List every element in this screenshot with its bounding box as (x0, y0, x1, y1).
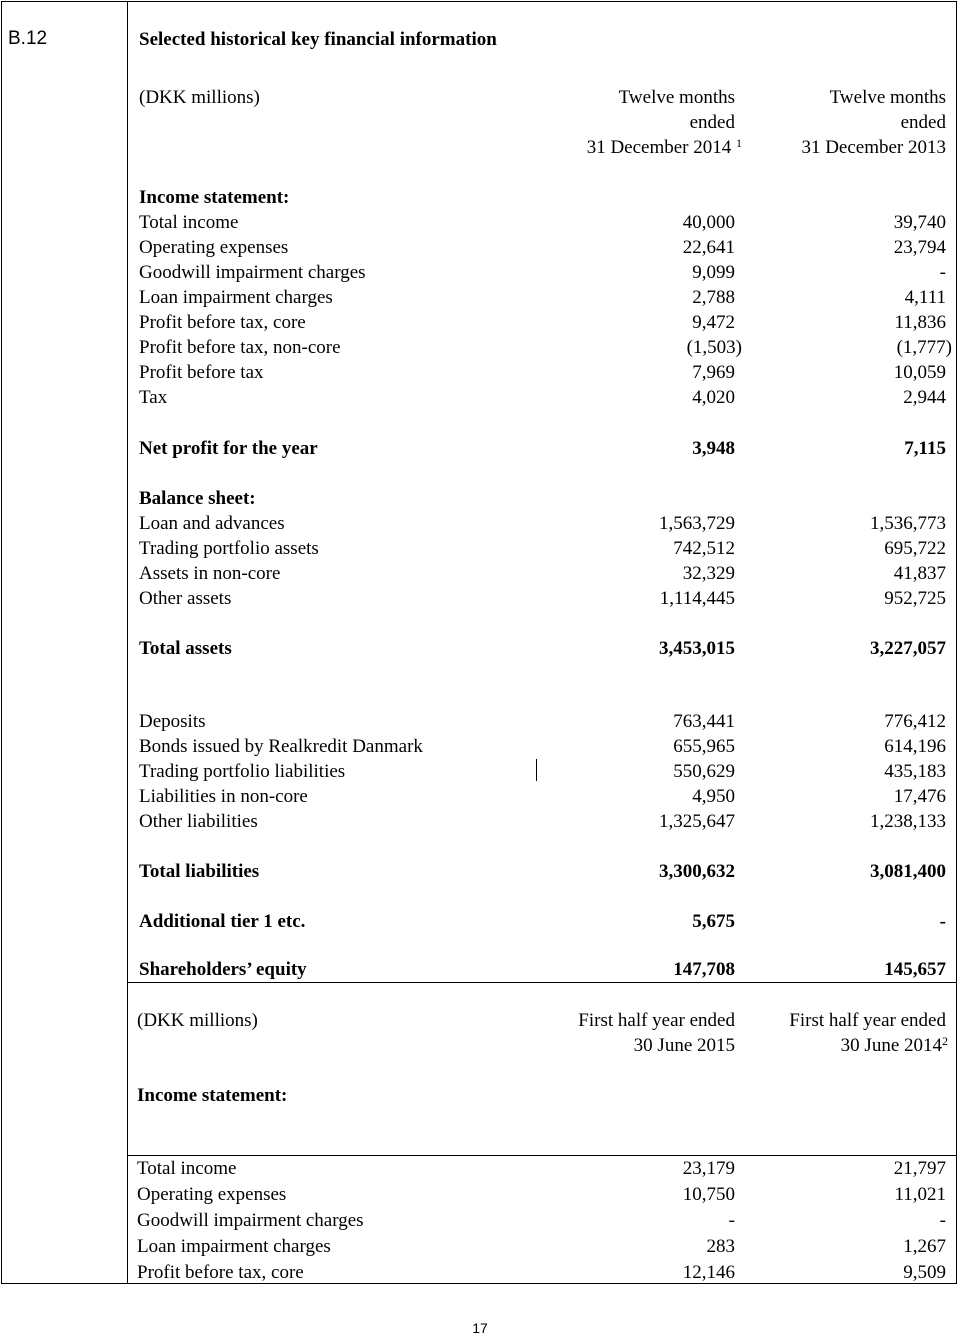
row-value-2013: 1,238,133 (870, 811, 946, 832)
row-label: Profit before tax, core (139, 312, 306, 333)
additional-tier-2013: - (939, 911, 946, 932)
row-value-2014: 7,969 (692, 362, 735, 383)
row-value-2013: 695,722 (884, 538, 946, 559)
row-value-2014: (1,503) (686, 337, 742, 358)
t2-col1-header-line2: 30 June 2015 (633, 1035, 735, 1056)
row-label: Total income (139, 212, 239, 233)
row-value-2014: 22,641 (682, 237, 735, 258)
section-number: B.12 (8, 28, 48, 49)
row-label: Other assets (139, 588, 232, 609)
t2-col1-header-line1: First half year ended (578, 1010, 735, 1031)
row-value-2013: 11,836 (894, 312, 946, 333)
row-value-2014: 763,441 (673, 711, 735, 732)
t2-col2-header-line2: 30 June 2014$^2$ (840, 1034, 948, 1056)
row-value-2013: 39,740 (893, 212, 946, 233)
footnote-marker: 2 (942, 1034, 948, 1048)
page-number: 17 (472, 1320, 488, 1336)
row-label: Profit before tax, core (137, 1262, 304, 1283)
top-border (1, 1, 957, 2)
row-label: Bonds issued by Realkredit Danmark (139, 736, 423, 757)
row-value-2014: 1,114,445 (659, 588, 735, 609)
col1-header-line3: 31 December 2014 $^1$ (586, 136, 742, 158)
row-value-2014: - (939, 1210, 946, 1231)
total-liabilities-2014: 3,300,632 (659, 861, 735, 882)
row-value-2014: 550,629 (673, 761, 735, 782)
row-value-2013: 435,183 (884, 761, 946, 782)
row-value-2015: 23,179 (682, 1158, 735, 1179)
row-label: Operating expenses (137, 1184, 287, 1205)
row-value-2014: 655,965 (673, 736, 735, 757)
row-value-2013: 952,725 (884, 588, 946, 609)
additional-tier-label: Additional tier 1 etc. (139, 911, 306, 932)
row-label: Loan impairment charges (139, 287, 333, 308)
row-value-2013: 2,944 (903, 387, 946, 408)
row-value-2013: - (939, 262, 946, 283)
footnote-marker: 1 (736, 136, 742, 150)
row-label: Goodwill impairment charges (137, 1210, 364, 1231)
row-label: Loan impairment charges (137, 1236, 331, 1257)
row-value-2014: 9,509 (903, 1262, 946, 1283)
col2-header-line1: Twelve months (829, 87, 946, 108)
row-label: Profit before tax (139, 362, 264, 383)
total-assets-2013: 3,227,057 (870, 638, 946, 659)
row-value-2013: 614,196 (884, 736, 946, 757)
row-value-2014: 4,950 (692, 786, 735, 807)
t2-col2-header-line1: First half year ended (789, 1010, 946, 1031)
total-liabilities-label: Total liabilities (139, 861, 260, 882)
row-value-2013: 41,837 (893, 563, 946, 584)
row-label: Goodwill impairment charges (139, 262, 366, 283)
row-label: Trading portfolio assets (139, 538, 319, 559)
row-value-2014: 1,267 (903, 1236, 946, 1257)
row-value-2014: 9,099 (692, 262, 735, 283)
row-label: Total income (137, 1158, 237, 1179)
row-label: Loan and advances (139, 513, 285, 534)
additional-tier-2014: 5,675 (692, 911, 735, 932)
column-divider (127, 1, 128, 1284)
equity-2014: 147,708 (673, 959, 735, 980)
row-value-2013: (1,777) (896, 337, 952, 358)
row-label: Other liabilities (139, 811, 258, 832)
total-assets-label: Total assets (139, 638, 232, 659)
row-label: Operating expenses (139, 237, 289, 258)
row-label: Assets in non-core (139, 563, 281, 584)
net-profit-2014: 3,948 (692, 438, 735, 459)
col2-header-line3: 31 December 2013 (801, 137, 946, 158)
row-value-2013: 17,476 (893, 786, 946, 807)
row-value-2015: 283 (706, 1236, 735, 1257)
row-label: Deposits (139, 711, 206, 732)
row-value-2014: 742,512 (673, 538, 735, 559)
row-value-2015: - (728, 1210, 735, 1231)
row-value-2013: 10,059 (893, 362, 946, 383)
table-separator-2 (127, 1155, 957, 1156)
stray-mark (536, 759, 537, 781)
right-border (956, 1, 957, 1284)
row-value-2013: 23,794 (893, 237, 946, 258)
net-profit-label: Net profit for the year (139, 438, 318, 459)
row-value-2013: 1,536,773 (870, 513, 946, 534)
income-heading: Income statement: (139, 187, 290, 208)
col2-header-line2: ended (900, 112, 946, 133)
row-label: Liabilities in non-core (139, 786, 308, 807)
row-value-2014: 40,000 (682, 212, 735, 233)
total-assets-2014: 3,453,015 (659, 638, 735, 659)
row-value-2013: 4,111 (904, 287, 946, 308)
row-value-2014: 4,020 (692, 387, 735, 408)
net-profit-2013: 7,115 (904, 438, 946, 459)
row-value-2013: 776,412 (884, 711, 946, 732)
row-value-2015: 12,146 (682, 1262, 735, 1283)
row-value-2014: 1,325,647 (659, 811, 735, 832)
row-value-2014: 32,329 (682, 563, 735, 584)
row-value-2014: 11,021 (894, 1184, 946, 1205)
col1-header-line1: Twelve months (618, 87, 735, 108)
unit-label: (DKK millions) (139, 87, 260, 108)
equity-label: Shareholders’ equity (139, 959, 307, 980)
total-liabilities-2013: 3,081,400 (870, 861, 946, 882)
balance-heading: Balance sheet: (139, 488, 256, 509)
row-value-2015: 10,750 (682, 1184, 735, 1205)
col1-header-line2: ended (689, 112, 735, 133)
row-label: Profit before tax, non-core (139, 337, 341, 358)
equity-2013: 145,657 (884, 959, 946, 980)
row-value-2014: 2,788 (692, 287, 735, 308)
unit-label-2: (DKK millions) (137, 1010, 258, 1031)
income-heading-2: Income statement: (137, 1085, 288, 1106)
table-separator-1 (127, 982, 957, 983)
section-title: Selected historical key financial information (139, 29, 497, 50)
left-border (1, 1, 2, 1284)
row-value-2014: 21,797 (893, 1158, 946, 1179)
row-value-2014: 9,472 (692, 312, 735, 333)
row-label: Trading portfolio liabilities (139, 761, 346, 782)
row-label: Tax (139, 387, 168, 408)
row-value-2014: 1,563,729 (659, 513, 735, 534)
